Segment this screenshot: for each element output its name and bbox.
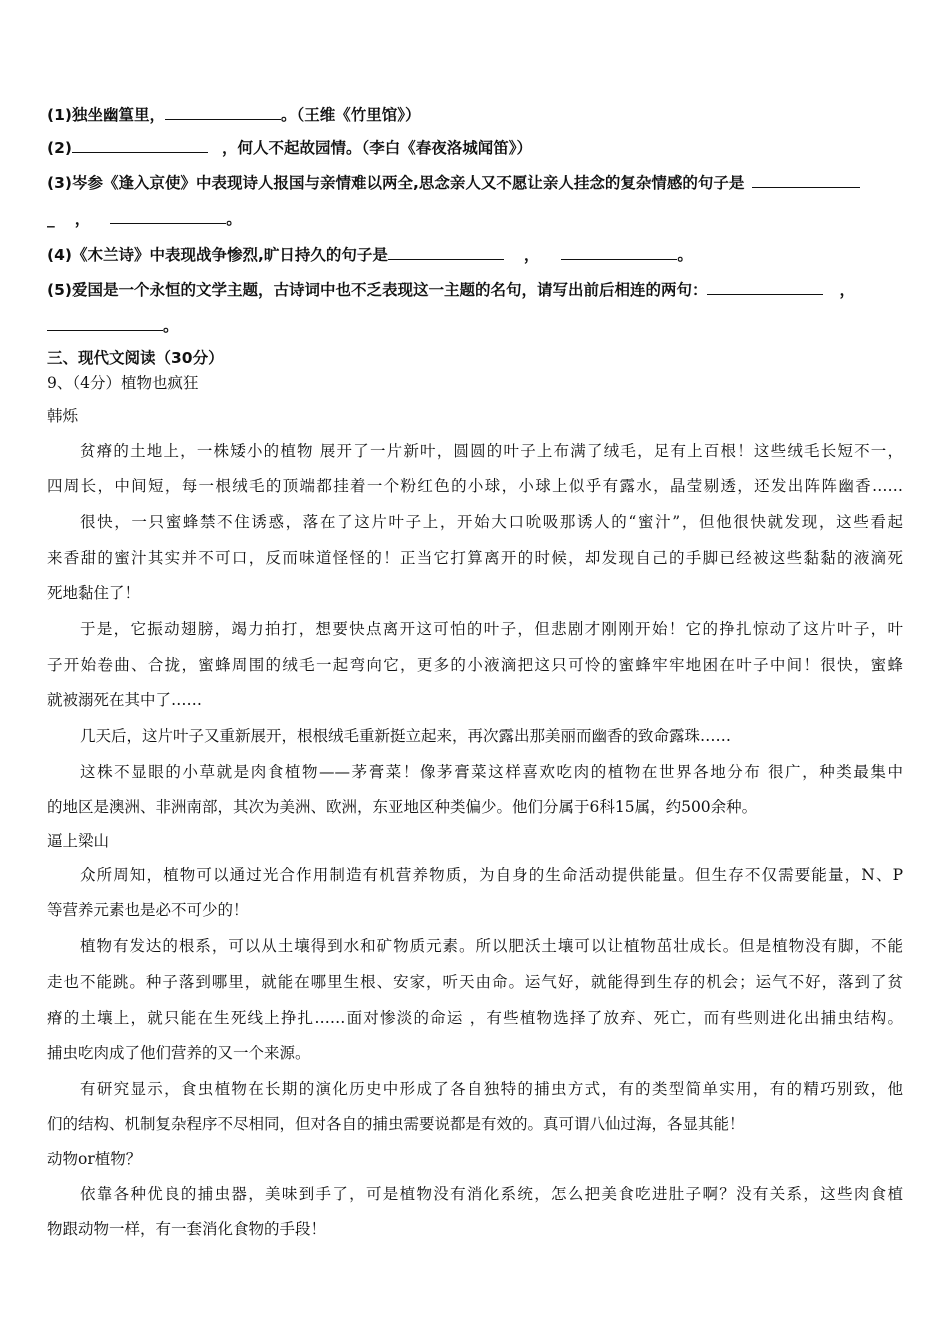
subheading: 逼上梁山 xyxy=(47,832,110,850)
question-4-prefix: (4)《木兰诗》中表现战争惨烈,旷日持久的句子是 xyxy=(47,246,388,264)
paragraph-line: 众所周知，植物可以通过光合作用制造有机营养物质，为自身的生命活动提供能量。但生存不仅需要能量，N、P xyxy=(80,866,903,884)
question-4-end: 。 xyxy=(677,246,693,264)
paragraph-line: 于是，它振动翅膀，竭力拍打，想要快点离开这可怕的叶子，但悲剧才刚刚开始！它的挣扎惊动了这片叶子，叶 xyxy=(80,620,903,638)
answer-blank-4b[interactable] xyxy=(561,244,677,260)
paragraph-line: 贫瘠的土地上，一株矮小的植物 展开了一片新叶，圆圆的叶子上布满了绒毛，足有上百根！这些绒毛长短不一， xyxy=(80,442,903,460)
paragraph-line: 走也不能跳。种子落到哪里，就能在哪里生根、安家，听天由命。运气好，就能得到生存的机会；运气不好，落到了贫 xyxy=(47,973,903,991)
question-2-suffix: ，何人不起故园情。（李白《春夜洛城闻笛》） xyxy=(221,139,532,157)
answer-blank-3a[interactable] xyxy=(752,172,860,188)
paragraph-line: 很快，一只蜜蜂禁不住诱惑，落在了这片叶子上，开始大口吮吸那诱人的“蜜汁”，但他很快就发现，这些看起 xyxy=(80,513,903,531)
paragraph-line: 依靠各种优良的捕虫器，美味到手了，可是植物没有消化系统，怎么把美食吃进肚子啊？没有关系，这些肉食植 xyxy=(80,1185,903,1203)
paragraph-line: 就被溺死在其中了…… xyxy=(47,691,203,709)
paragraph-line: 死地黏住了！ xyxy=(47,584,141,602)
question-3-continued xyxy=(47,208,242,229)
question-4 xyxy=(47,244,693,265)
question-3-sep: ， xyxy=(74,210,91,228)
question-3 xyxy=(47,172,860,193)
paragraph-line: 等营养元素也是必不可少的！ xyxy=(47,901,249,919)
question-3-text: (3)岑参《逢入京使》中表现诗人报国与亲情难以两全,思念亲人又不愿让亲人挂念的复杂情感的句子是 xyxy=(47,174,745,192)
question-1-prefix: (1)独坐幽篁里， xyxy=(47,106,165,124)
article-author: 韩烁 xyxy=(47,407,79,425)
question-3-end: 。 xyxy=(226,210,242,228)
question-9-title: 9、（4分）植物也疯狂 xyxy=(47,374,199,392)
section-heading: 三、现代文阅读（30分） xyxy=(47,349,224,367)
paragraph-line: 的地区是澳洲、非洲南部，其次为美洲、欧洲，东亚地区种类偏少。他们分属于6科15属，约500余种。 xyxy=(47,798,758,816)
answer-blank-2[interactable] xyxy=(72,137,208,153)
question-5-end: 。 xyxy=(163,317,179,335)
question-5-sep: ， xyxy=(839,281,855,299)
question-1-suffix: 。（王维《竹里馆》） xyxy=(280,106,421,124)
question-2 xyxy=(47,137,532,158)
answer-blank-4a[interactable] xyxy=(388,244,504,260)
paragraph-line: 四周长，中间短，每一根绒毛的顶端都挂着一个粉红色的小球，小球上似乎有露水，晶莹剔透，还发出阵阵幽香…… xyxy=(47,477,903,495)
paragraph-line: 这株不显眼的小草就是肉食植物——茅膏菜！像茅膏菜这样喜欢吃肉的植物在世界各地分布 很广，种类最集中 xyxy=(80,763,903,781)
question-3-cont: _ xyxy=(47,210,55,228)
question-5 xyxy=(47,279,855,300)
answer-blank-5b[interactable] xyxy=(47,315,163,331)
subheading: 动物or植物？ xyxy=(47,1150,142,1168)
answer-blank-5a[interactable] xyxy=(707,279,823,295)
question-4-sep: ， xyxy=(523,246,540,264)
paragraph-line: 瘠的土壤上，就只能在生死线上挣扎……面对惨淡的命运 ，有些植物选择了放弃、死亡，而有些则进化出捕虫结构。 xyxy=(47,1009,903,1027)
question-1 xyxy=(47,104,420,125)
paragraph-line: 几天后，这片叶子又重新展开，根根绒毛重新挺立起来，再次露出那美丽而幽香的致命露珠…… xyxy=(80,727,732,745)
paragraph-line: 子开始卷曲、合拢，蜜蜂周围的绒毛一起弯向它，更多的小液滴把这只可怜的蜜蜂牢牢地困在叶子中间！很快，蜜蜂 xyxy=(47,656,903,674)
paragraph-line: 捕虫吃肉成了他们营养的又一个来源。 xyxy=(47,1044,311,1062)
question-2-prefix: (2) xyxy=(47,139,72,157)
question-5-continued xyxy=(47,315,179,336)
paragraph-line: 来香甜的蜜汁其实并不可口，反而味道怪怪的！正当它打算离开的时候，却发现自己的手脚已经被这些黏黏的液滴死 xyxy=(47,549,903,567)
paragraph-line: 有研究显示，食虫植物在长期的演化历史中形成了各自独特的捕虫方式，有的类型简单实用，有的精巧别致，他 xyxy=(80,1080,903,1098)
answer-blank-1[interactable] xyxy=(165,104,281,120)
paragraph-line: 物跟动物一样，有一套消化食物的手段！ xyxy=(47,1220,327,1238)
paragraph-line: 植物有发达的根系，可以从土壤得到水和矿物质元素。所以肥沃土壤可以让植物茁壮成长。但是植物没有脚，不能 xyxy=(80,937,903,955)
paragraph-line: 们的结构、机制复杂程序不尽相同，但对各自的捕虫需要说都是有效的。真可谓八仙过海，各显其能！ xyxy=(47,1115,745,1133)
question-5-text: (5)爱国是一个永恒的文学主题，古诗词中也不乏表现这一主题的名句，请写出前后相连的两句： xyxy=(47,281,708,299)
answer-blank-3b[interactable] xyxy=(110,208,226,224)
